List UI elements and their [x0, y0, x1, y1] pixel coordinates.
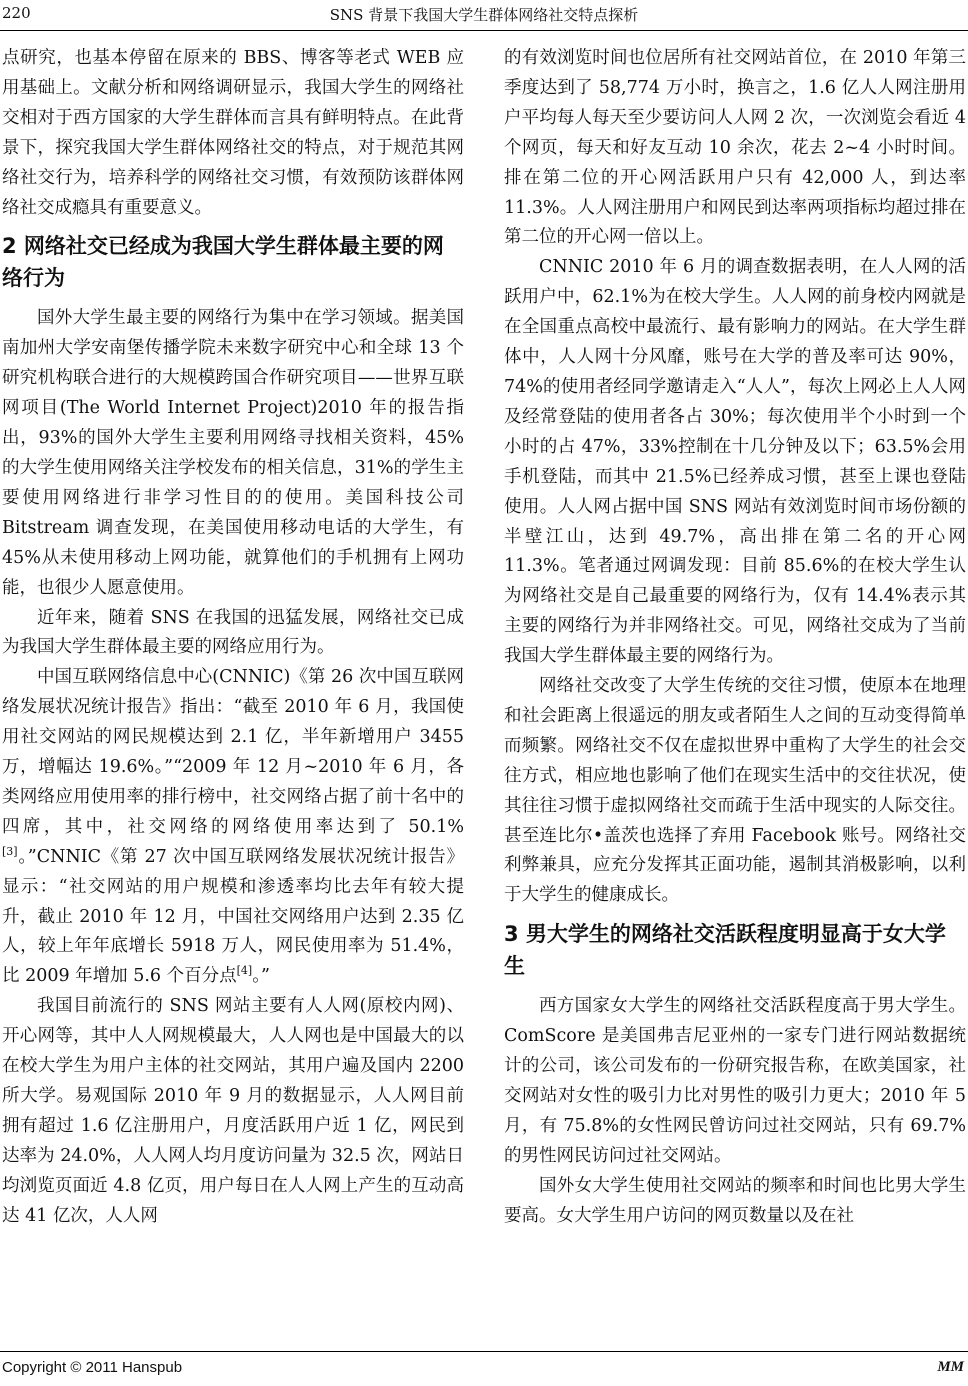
paragraph: 网络社交改变了大学生传统的交往习惯，使原本在地理和社会距离上很遥远的朋友或者陌生人之间的互动变得简单而频繁。网络社交不仅在虚拟世界中重构了大学生的社会交往方式，相应地也影响了他们在现实生活中的交往状况，使其往往习惯于虚拟网络社交而疏于生活中现实的人际交往。甚至连比尔•盖茨也选择了弃用 Facebook 账号。网络社交利弊兼具，应充分发挥其正面功能，遏制其消极影响，以利于大学生的健康成长。 — [504, 676, 966, 906]
paragraph: 国外女大学生使用社交网站的频率和时间也比男大学生要高。女大学生用户访问的网页数量以及在社 — [504, 1175, 966, 1226]
left-column — [2, 44, 464, 1232]
citation-ref-4[interactable]: [4] — [236, 964, 253, 978]
paragraph: 西方国家女大学生的网络社交活跃程度高于男大学生。ComScore 是美国弗吉尼亚州的一家专门进行网站数据统计的公司，该公司发布的一份研究报告称，在欧美国家，社交网站对女性的吸引力比对男性的吸引力更大；2010 年 5 月，有 75.8%的女性网民曾访问过社交网站，只有 69.7%的男性网民访问过社交网站。 — [504, 996, 966, 1166]
paragraph: 点研究，也基本停留在原来的 BBS、博客等老式 WEB 应用基础上。文献分析和网络调研显示，我国大学生的网络社交相对于西方国家的大学生群体而言具有鲜明特点。在此背景下，探究我国大学生群体网络社交的特点，对于规范其网络社交行为，培养科学的网络社交习惯，有效预防该群体网络社交成瘾具有重要意义。 — [2, 48, 464, 218]
paragraph-text: 。”CNNIC《第 27 次中国互联网络发展状况统计报告》显示：“社交网站的用户规模和渗透率均比去年有较大提升，截止 2010 年 12 月，中国社交网络用户达到 2.35 亿人，较上年年底增长 5918 万人，网民使用率为 51.4%，比 2009 年增加 5.6 个百分点 — [2, 846, 464, 987]
section-heading-3: 3 男大学生的网络社交活跃程度明显高于女大学生 — [504, 922, 946, 979]
paragraph: 国外大学生最主要的网络行为集中在学习领域。据美国南加州大学安南堡传播学院未来数字研究中心和全球 13 个研究机构联合进行的大规模跨国合作研究项目——世界互联网项目(The World Internet Project)2010 年的报告指出，93%的国外大学生主要利用网络寻找相关资料，45%的大学生使用网络关注学校发布的相关信息，31%的学生主要使用网络进行非学习性目的的使用。美国科技公司 Bitstream 调查发现，在美国使用移动电话的大学生，有 45%从未使用移动上网功能，就算他们的手机拥有上网功能，也很少人愿意使用。 — [2, 308, 464, 598]
page-header — [0, 0, 968, 31]
citation-ref-3[interactable]: [3] — [2, 844, 18, 858]
paragraph-text: 中国互联网络信息中心(CNNIC)《第 26 次中国互联网络发展状况统计报告》指出：“截至 2010 年 6 月，我国使用社交网站的网民规模达到 2.1 亿，半年新增用户 3455 万，增幅达 19.6%。”“2009 年 12 月~2010 年 6 月，各类网络应用使用率的排行榜中，社交网络占据了前十名中的四席，其中，社交网络的网络使用率达到了 50.1% — [2, 667, 464, 837]
page-footer — [0, 1351, 968, 1386]
journal-abbrev: MM — [937, 1359, 964, 1375]
paragraph: 的有效浏览时间也位居所有社交网站首位，在 2010 年第三季度达到了 58,774 万小时，换言之，1.6 亿人人网注册用户平均每人每天至少要访问人人网 2 次，一次浏览会看近 4 个网页，每天和好友互动 10 余次，花去 2~4 小时时间。排在第二位的开心网活跃用户只有 42,000 人，到达率 11.3%。人人网注册用户和网民到达率两项指标均超过排在第二位的开心网一倍以上。 — [504, 48, 966, 248]
paragraph-text: 。” — [252, 966, 270, 987]
paragraph: CNNIC 2010 年 6 月的调查数据表明，在人人网的活跃用户中，62.1%为在校大学生。人人网的前身校内网就是在全国重点高校中最流行、最有影响力的网站。在大学生群体中，人人网十分风靡，账号在大学的普及率可达 90%，74%的使用者经同学邀请走入“人人”，每次上网必上人人网及经常登陆的使用者各占 30%；每次使用半个小时到一个小时的占 47%，33%控制在十几分钟及以下；63.5%会用手机登陆，而其中 21.5%已经养成习惯，甚至上课也登陆使用。人人网占据中国 SNS 网站有效浏览时间市场份额的半壁江山，达到 49.7%，高出排在第二名的开心网 11.3%。笔者通过网调发现：目前 85.6%的在校大学生认为网络社交是自己最重要的网络行为，仅有 14.4%表示其主要的网络行为并非网络社交。可见，网络社交成为了当前我国大学生群体最主要的网络行为。 — [504, 257, 966, 667]
paragraph — [2, 663, 464, 992]
section-heading-2: 2 网络社交已经成为我国大学生群体最主要的网络行为 — [2, 234, 444, 291]
paragraph: 近年来，随着 SNS 在我国的迅猛发展，网络社交已成为我国大学生群体最主要的网络应用行为。 — [2, 607, 464, 658]
right-column — [504, 44, 966, 1232]
page-number: 220 — [2, 4, 31, 22]
paragraph: 我国目前流行的 SNS 网站主要有人人网(原校内网)、开心网等，其中人人网规模最大，人人网也是中国最大的以在校大学生为用户主体的社交网站，其用户遍及国内 2200 所大学。易观国际 2010 年 9 月的数据显示，人人网目前拥有超过 1.6 亿注册用户，月度活跃用户近 1 亿，网民到达率为 24.0%，人人网人均月度访问量为 32.5 次，网站日均浏览页面近 4.8 亿页，用户每日在人人网上产生的互动高达 41 亿次，人人网 — [2, 996, 464, 1226]
copyright: Copyright © 2011 Hanspub — [2, 1359, 183, 1376]
running-title: SNS 背景下我国大学生群体网络社交特点探析 — [329, 6, 639, 24]
